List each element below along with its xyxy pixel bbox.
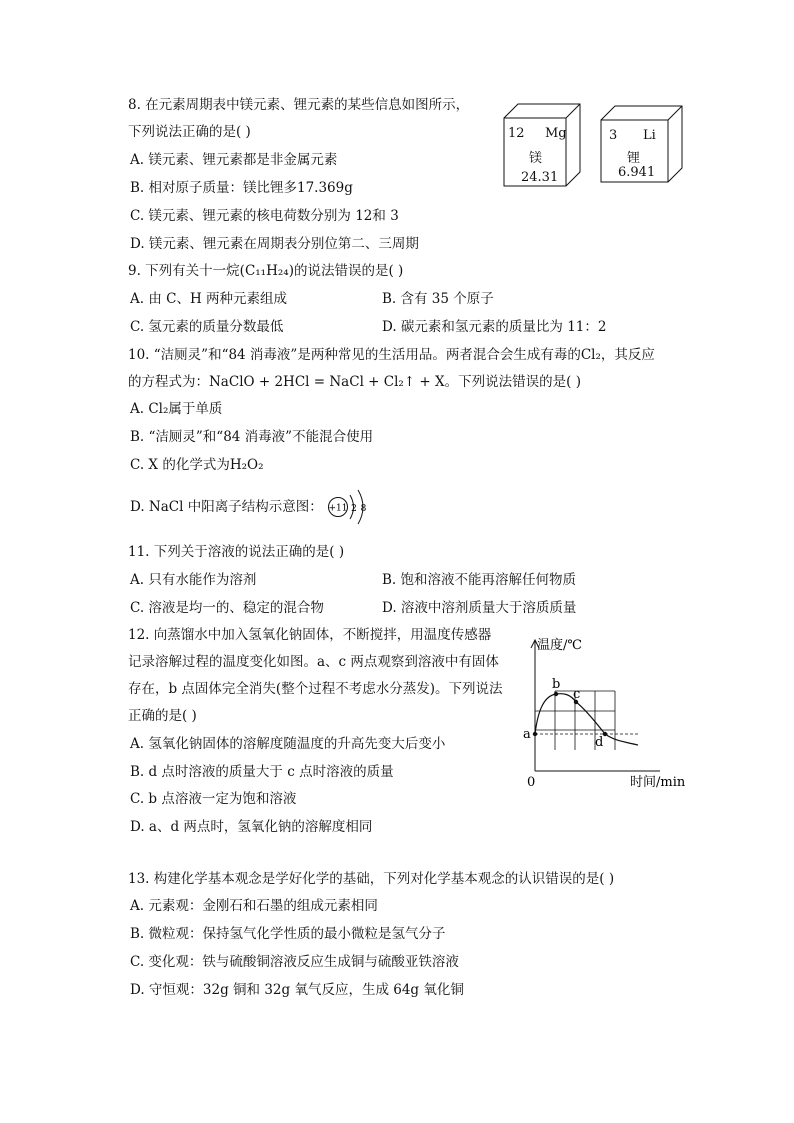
q12-stem-line3: 存在，b 点固体完全消失(整个过程不考虑水分蒸发)。下列说法: [128, 681, 503, 697]
mg-atomic-mass: 24.31: [521, 170, 559, 185]
q9-option-b: B. 含有 35 个原子: [382, 291, 494, 307]
q11-stem: 11. 下列关于溶液的说法正确的是( ): [128, 544, 345, 560]
q10-option-b: B. “洁厕灵”和“84 消毒液”不能混合使用: [130, 429, 374, 445]
point-b: [554, 692, 558, 696]
mg-name: 镁: [529, 151, 543, 166]
q8-stem-line2: 下列说法正确的是( ): [128, 124, 251, 140]
ion-nucleus-charge: +11: [328, 503, 348, 514]
q8-option-a: A. 镁元素、锂元素都是非金属元素: [130, 152, 338, 168]
q9-stem: 9. 下列有关十一烷(C₁₁H₂₄)的说法错误的是( ): [128, 263, 404, 279]
q12-option-d: D. a、d 两点时，氢氧化钠的溶解度相同: [130, 819, 373, 835]
mg-symbol: Mg: [545, 126, 567, 141]
li-name: 锂: [627, 151, 641, 166]
label-c: c: [573, 687, 581, 702]
graph-xlabel: 时间/min: [630, 775, 686, 790]
q10-stem-line1: 10. “洁厕灵”和“84 消毒液”是两种常见的生活用品。两者混合会生成有毒的Cl₂，其反应: [128, 347, 655, 363]
temperature-curve: [535, 694, 638, 745]
q12-option-b: B. d 点时溶液的质量大于 c 点时溶液的质量: [130, 764, 394, 780]
q9-option-d: D. 碳元素和氢元素的质量比为 11：2: [382, 319, 607, 335]
temperature-time-graph: [510, 628, 695, 793]
q8-option-c: C. 镁元素、锂元素的核电荷数分别为 12和 3: [130, 208, 399, 224]
graph-axes: [531, 640, 660, 771]
q13-option-a: A. 元素观：金刚石和石墨的组成元素相同: [130, 898, 378, 914]
sodium-ion-structure-diagram: [324, 486, 376, 528]
label-a: a: [523, 727, 531, 742]
q12-stem-line4: 正确的是( ): [128, 708, 197, 724]
ion-shell2-electrons: 8: [360, 504, 367, 514]
ion-shell1-electrons: 2: [351, 504, 357, 514]
q12-stem-line1: 12. 向蒸馏水中加入氢氧化钠固体，不断搅拌，用温度传感器: [128, 627, 492, 643]
q9-option-a: A. 由 C、H 两种元素组成: [130, 291, 288, 307]
q13-stem: 13. 构建化学基本观念是学好化学的基础，下列对化学基本观念的认识错误的是( ): [128, 871, 615, 887]
label-d: d: [595, 735, 604, 750]
graph-ylabel: 温度/℃: [537, 638, 582, 653]
q10-option-a: A. Cl₂属于单质: [130, 401, 223, 417]
graph-origin: 0: [527, 775, 536, 790]
q13-option-c: C. 变化观：铁与硫酸铜溶液反应生成铜与硫酸亚铁溶液: [130, 954, 459, 970]
q8-option-d: D. 镁元素、锂元素在周期表分别位第二、三周期: [130, 236, 419, 252]
li-atomic-mass: 6.941: [618, 165, 656, 180]
q10-option-c: C. X 的化学式为H₂O₂: [130, 457, 264, 473]
q11-option-d: D. 溶液中溶剂质量大于溶质质量: [382, 600, 577, 616]
q12-option-c: C. b 点溶液一定为饱和溶液: [130, 791, 297, 807]
q10-stem-line2: 的方程式为：NaClO + 2HCl = NaCl + Cl₂↑ + X。下列说法错误的是( ): [128, 374, 581, 390]
q11-option-a: A. 只有水能作为溶剂: [130, 572, 257, 588]
li-symbol: Li: [643, 128, 656, 143]
point-a: [533, 732, 537, 736]
point-d: [603, 732, 607, 736]
q11-option-b: B. 饱和溶液不能再溶解任何物质: [382, 572, 577, 588]
mg-atomic-number: 12: [508, 126, 525, 141]
label-b: b: [552, 677, 561, 692]
q8-stem-line1: 8. 在元素周期表中镁元素、锂元素的某些信息如图所示，: [128, 97, 470, 113]
q12-option-a: A. 氢氧化钠固体的溶解度随温度的升高先变大后变小: [130, 736, 446, 752]
q10-option-d: D. NaCl 中阳离子结构示意图：: [130, 499, 323, 515]
q12-stem-line2: 记录溶解过程的温度变化如图。a、c 两点观察到溶液中有固体: [128, 654, 499, 670]
li-atomic-number: 3: [609, 128, 618, 143]
q13-option-d: D. 守恒观：32g 铜和 32g 氧气反应，生成 64g 氧化铜: [130, 982, 464, 998]
q11-option-c: C. 溶液是均一的、稳定的混合物: [130, 600, 324, 616]
q13-option-b: B. 微粒观：保持氢气化学性质的最小微粒是氢气分子: [130, 926, 446, 942]
q9-option-c: C. 氢元素的质量分数最低: [130, 319, 284, 335]
q8-option-b: B. 相对原子质量：镁比锂多17.369g: [130, 180, 353, 196]
